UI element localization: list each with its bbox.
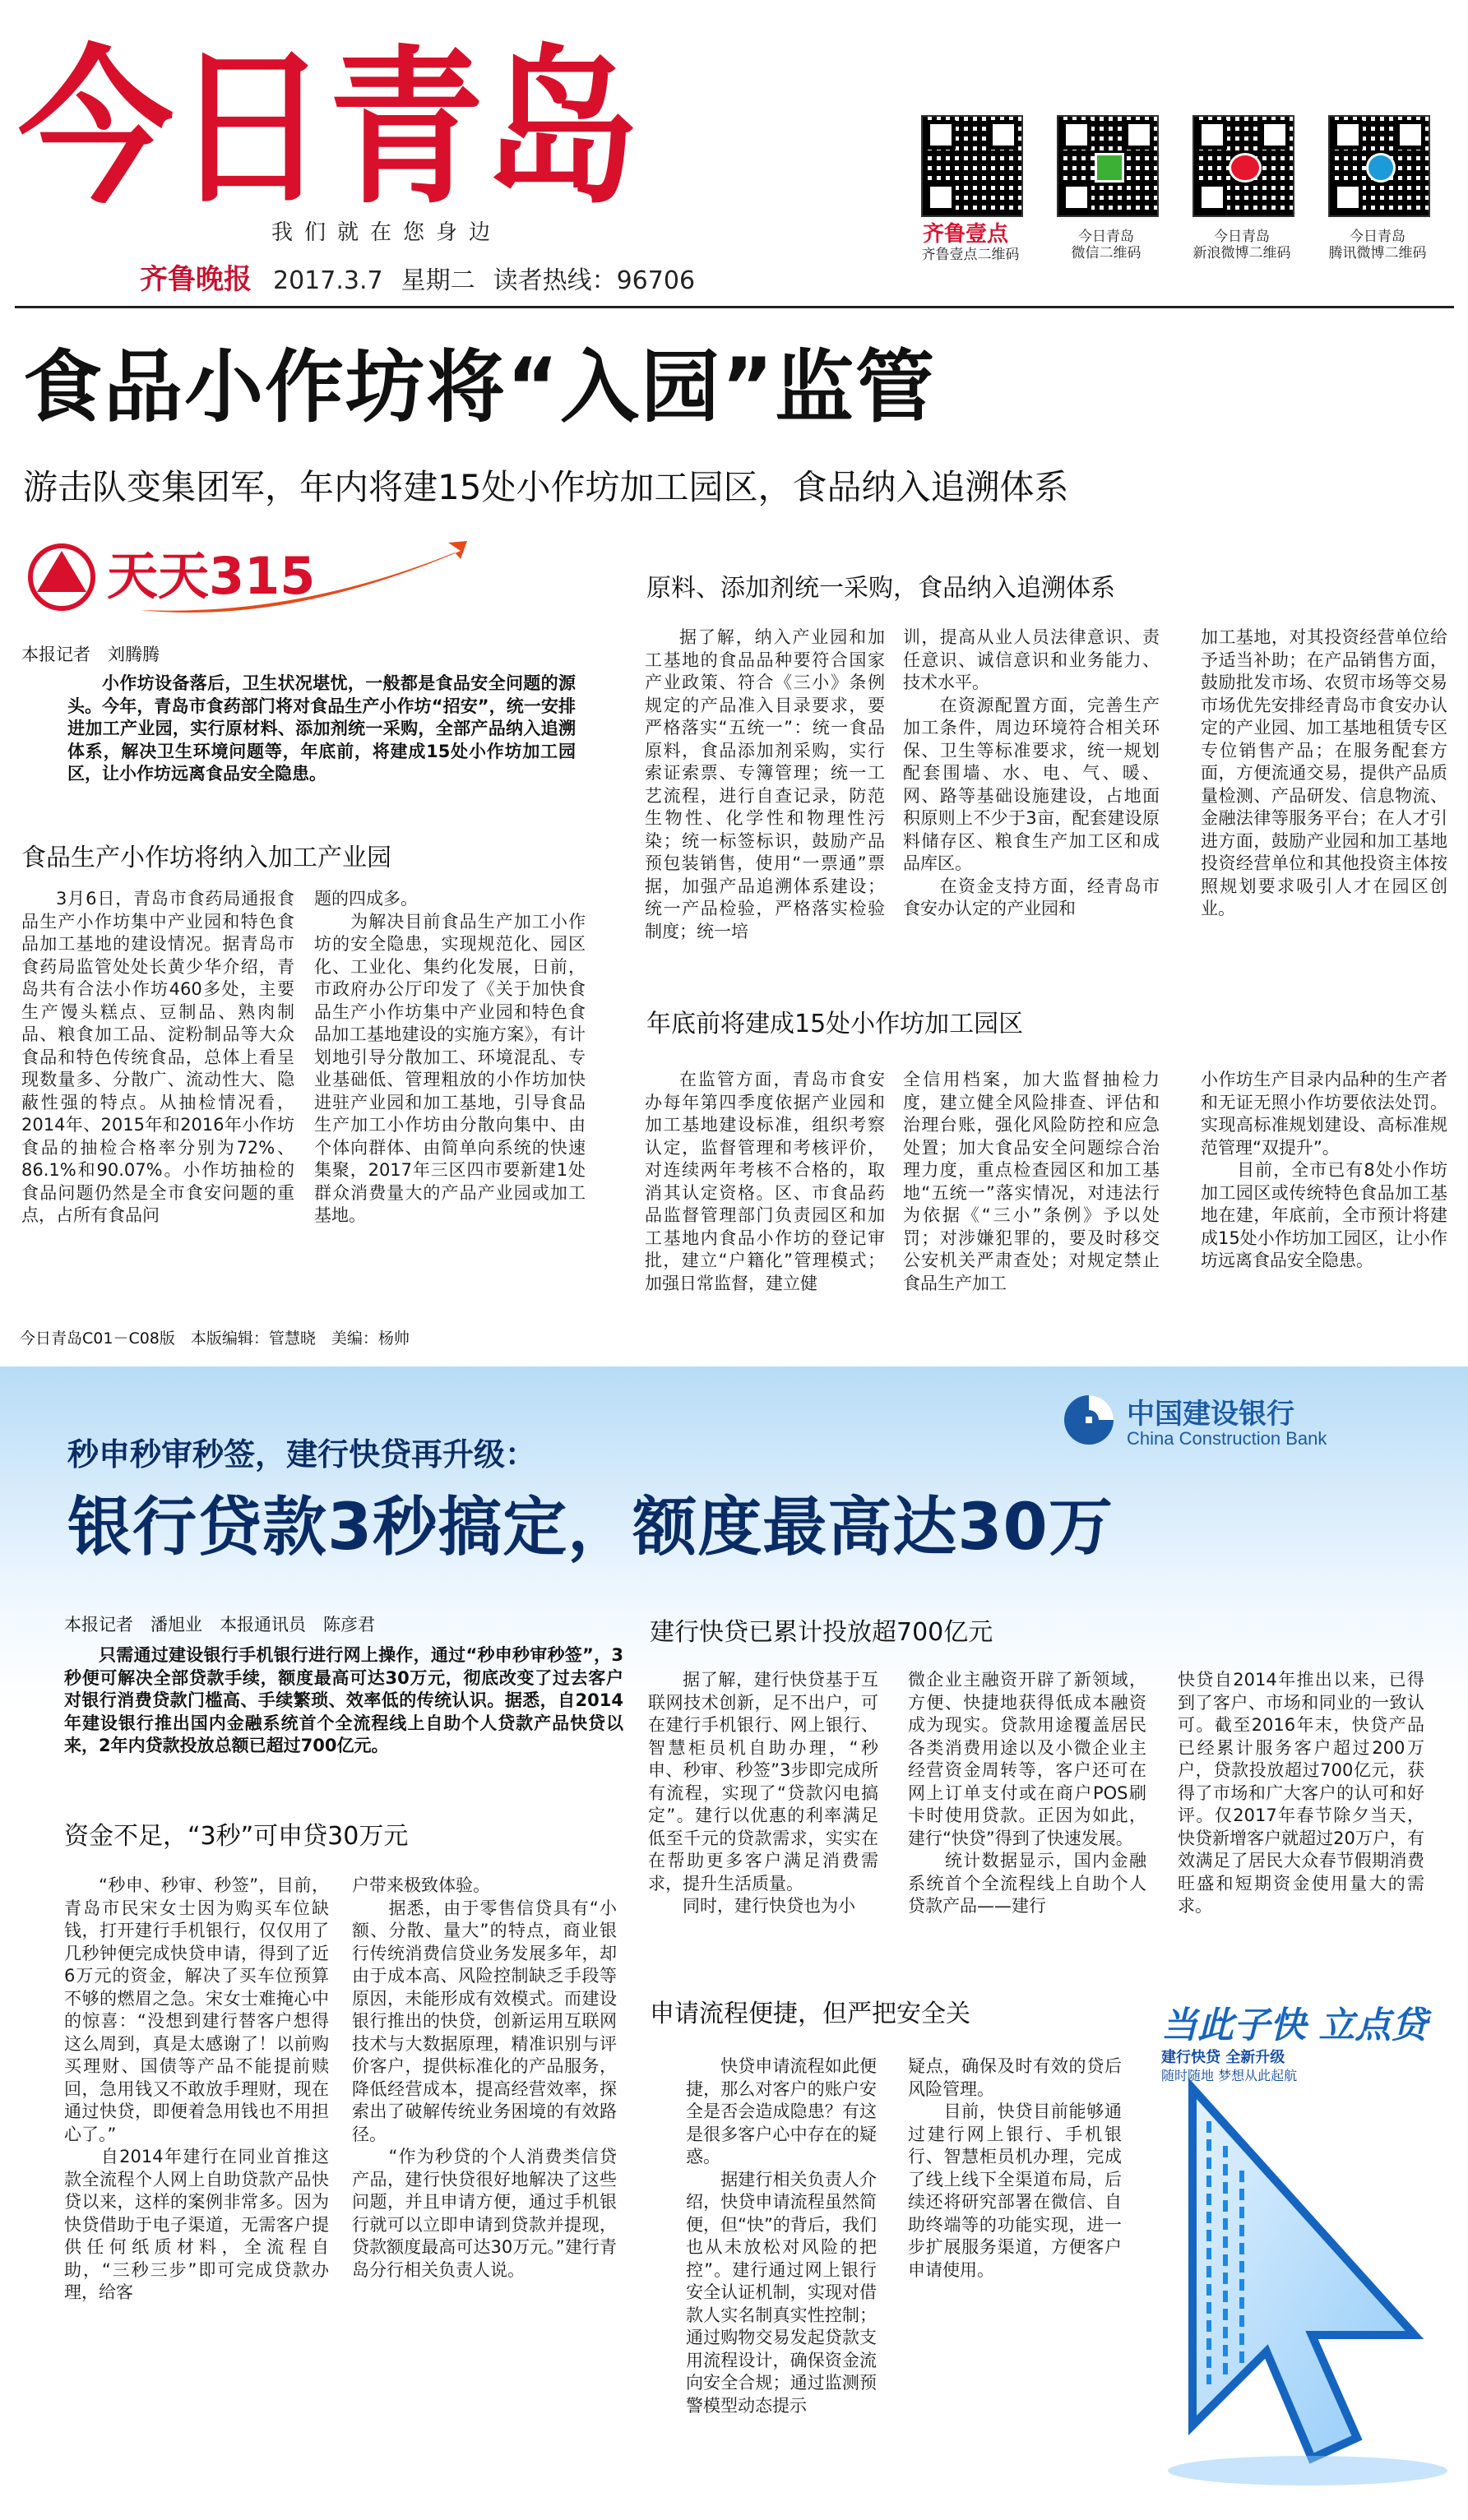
masthead-logo — [18, 18, 643, 224]
lead-section3-col2: 全信用档案，加大监督抽检力度，建立健全风险排查、评估和治理台账，强化风险防控和应急处置；加大食品安全问题综合治理力度，重点检查园区和加工基地“五统一”落实情况，对违法行为依据《“三小”条例》予以处罚；对涉嫌犯罪的，要及时移交公安机关严肃查处；对规定禁止食品生产加工 — [903, 1070, 1160, 1293]
ad-section1-col1: “秒申、秒审、秒签”，目前，青岛市民宋女士因为购买车位缺钱，打开建行手机银行，仅仅用了几秒钟便完成快贷申请，得到了近6万元的资金，解决了买车位预算不够的燃眉之急。宋女士难掩心中的惊喜：“没想到建行替客户想得这么周到，真是太感谢了！以前购买理财、国债等产品不能提前赎回，急用钱又不敢放手理财，现在通过快贷，即便着急用钱也不用担心了。” 自2014年建行在同业首推这款全流程个人网上自助贷款产品快贷以来，这样的案例非常多。因为快贷借助于电子渠道，无需客户提供任何纸质材料，全流程自助，“三秒三步”即可完成贷款办理，给客 — [64, 1875, 329, 2302]
qilu-logo: 齐鲁壹点 — [923, 222, 1009, 247]
lead-section2-col1: 据了解，纳入产业园和加工基地的食品品种要符合国家产业政策、符合《三小》条例规定的产品准入目录要求，要严格落实“五统一”：统一食品原料，食品添加剂采购，实行索证索票、专簿管理；统一工艺流程，进行自查记录，防范生物性、化学性和物理性污染；统一标签标识，鼓励产品预包装销售，使用“一票通”票据，加强产品追溯体系建设；统一产品检验，严格落实检验制度；统一培 — [645, 627, 885, 941]
ad-section2-title: 建行快贷已累计投放超700亿元 — [650, 1618, 993, 1647]
masthead-title: 今日青岛 — [18, 31, 639, 224]
ccb-logo — [1061, 1392, 1423, 1450]
kuaidai-promo-graphic — [1143, 1998, 1456, 2491]
banner-315-text: 天天315 — [107, 546, 316, 606]
ad-lead-paragraph: 只需通过建设银行手机银行进行网上操作，通过“秒申秒审秒签”，3秒便可解决全部贷款手续，额度最高可达30万元，彻底改变了过去客户对银行消费贷款门槛高、手续繁琐、效率低的传统认识。据悉，自2014年建设银行推出国内金融系统首个全流程线上自助个人贷款产品快贷以来，2年内贷款投放总额已超过700亿元。 — [64, 1645, 623, 1755]
promo-title: 当此子快 立点贷 — [1161, 2004, 1428, 2046]
ad-section2-col3: 快贷自2014年推出以来，已得到了客户、市场和同业的一致认可。截至2016年末，快贷产品已经累计服务客户超过200万户，贷款投放超过700亿元，获得了市场和广大客户的认可和好评。仅2017年春节除夕当天，快贷新增客户就超过20万户，有效满足了居民大众春节假期消费旺盛和短期资金使用量大的需求。 — [1178, 1670, 1424, 1916]
qr-label-wechat: 今日青岛 微信二维码 — [1071, 229, 1142, 261]
ccb-name-cn: 中国建设银行 — [1127, 1398, 1294, 1431]
lead-section2-col3: 加工基地，对其投资经营单位给予适当补助；在产品销售方面，鼓励批发市场、农贸市场等交易市场优先安排经青岛市食安办认定的产业园、加工基地租赁专区专位销售产品；在服务配套方面，方便流通交易，提供产品质量检测、产品研发、信息物流、金融法律等服务平台；在人才引进方面，鼓励产业园和加工基地投资经营单位和其他投资主体按照规划要求吸引人才在园区创业。 — [1201, 627, 1447, 918]
ad-headline: 银行贷款3秒搞定，额度最高达30万 — [67, 1491, 1114, 1565]
ad-section3-col2: 疑点，确保及时有效的贷后风险管理。 目前，快贷目前能够通过建行网上银行、手机银行、智慧柜员机办理，完成了线上线下全渠道布局，后续还将研究部署在微信、自助终端等的功能实现，进一步扩展服务渠道，方便客户申请使用。 — [908, 2056, 1122, 2280]
qr-code-tencent-weibo[interactable] — [1328, 115, 1430, 217]
lead-section3-title: 年底前将建成15处小作坊加工园区 — [646, 1010, 1024, 1038]
wechat-icon — [1095, 153, 1124, 183]
lead-section3-col1: 在监管方面，青岛市食安办每年第四季度依据产业园和加工基地建设标准，组织考察认定，监督管理和考核评价，对连续两年考核不合格的，取消其认定资格。区、市食品药品监督管理部门负责园区和加工基地内食品小作坊的登记审批，建立“户籍化”管理模式；加强日常监督，建立健 — [645, 1070, 885, 1293]
promo-line2: 随时随地 梦想从此起航 — [1161, 2068, 1298, 2083]
qr-label-qilu: 齐鲁壹点二维码 — [921, 247, 1020, 263]
lead-section1-title: 食品生产小作坊将纳入加工产业园 — [21, 844, 391, 872]
newspaper-name: 齐鲁晚报 — [140, 263, 252, 296]
lead-section2-col2: 训，提高从业人员法律意识、责任意识、诚信意识和业务能力、技术水平。 在资源配置方面，完善生产加工条件，周边环境符合相关环保、卫生等标准要求，统一规划配套围墙、水、电、气、暖、网、路等基础设施建设，占地面积原则上不少于3亩，配套建设原料储存区、粮食生产加工区和成品库区。 在资金支持方面，经青岛市食安办认定的产业园和 — [903, 627, 1160, 918]
ad-byline: 本报记者 潘旭业 本报通讯员 陈彦君 — [64, 1615, 375, 1635]
weibo-icon — [1229, 153, 1262, 183]
banner-315-graphic — [16, 534, 477, 625]
ad-kicker: 秒申秒审秒签，建行快贷再升级： — [67, 1436, 537, 1473]
lead-subheadline: 游击队变集团军，年内将建15处小作坊加工园区，食品纳入追溯体系 — [23, 467, 1069, 507]
masthead-title-graphic — [18, 18, 643, 224]
page-credit: 今日青岛C01－C08版 本版编辑：管慧晓 美编：杨帅 — [20, 1329, 410, 1348]
ad-section1-col2: 户带来极致体验。 据悉，由于零售信贷具有“小额、分散、量大”的特点，商业银行传统消费信贷业务发展多年，却由于成本高、风险控制缺乏手段等原因，未能形成有效模式。而建设银行推出的快贷，创新运用互联网技术与大数据原理，精准识别与评价客户，提供标准化的产品服务，降低经营成本，提高经营效率，探索出了破解传统业务困境的有效路径。 “作为秒贷的个人消费类信贷产品，建行快贷很好地解决了这些问题，并且申请方便，通过手机银行就可以立即申请到贷款并提现，贷款额度最高可达30万元。”建行青岛分行相关负责人说。 — [352, 1875, 617, 2280]
qr-code-row — [921, 115, 1456, 288]
qr-label-sina-weibo: 今日青岛 新浪微博二维码 — [1192, 229, 1291, 261]
promo-line1: 建行快贷 全新升级 — [1161, 2049, 1285, 2066]
lead-section1-col1: 3月6日，青岛市食药局通报食品生产小作坊集中产业园和特色食品加工基地的建设情况。据青岛市食药局监管处处长黄少华介绍，青岛共有合法小作坊460多处，主要生产馒头糕点、豆制品、熟肉制品、粮食加工品、淀粉制品等大众食品和特色传统食品，总体上看呈现数量多、分散广、流动性大、隐蔽性强的特点。从抽检情况看，2014年、2015年和2016年小作坊食品的抽检合格率分别为72%、86.1%和90.07%。小作坊抽检的食品问题仍然是全市食安问题的重点，占所有食品问 — [21, 889, 294, 1225]
qr-code-sina-weibo[interactable] — [1192, 115, 1294, 217]
lead-section1-col2: 题的四成多。 为解决目前食品生产加工小作坊的安全隐患，实现规范化、园区化、工业化、集约化发展，日前，市政府办公厅印发了《关于加快食品生产小作坊集中产业园和特色食品加工基地建设的实施方案》，有计划地引导分散加工、环境混乱、专业基础低、管理粗放的小作坊加快进驻产业园和加工基地，引导食品生产加工小作坊由分散向集中、由个体向群体、由简单向系统的快速集聚，2017年三区四市要新建1处群众消费量大的产品产业园或加工基地。 — [314, 889, 586, 1225]
lead-paragraph: 小作坊设备落后，卫生状况堪忧，一般都是食品安全问题的源头。今年，青岛市食药部门将对食品生产小作坊“招安”，统一安排进加工产业园，实行原材料、添加剂统一采购，全部产品纳入追溯体系，解决卫生环境问题等，年底前，将建成15处小作坊加工园区，让小作坊远离食品安全隐患。 — [67, 673, 576, 784]
qr-code-qilu[interactable] — [921, 115, 1023, 217]
promo-cursor-graphic — [1143, 1998, 1456, 2491]
qr-code-wechat[interactable] — [1057, 115, 1159, 217]
ccb-logo-graphic — [1061, 1392, 1423, 1450]
masthead-divider — [15, 306, 1454, 308]
issue-weekday: 星期二 — [401, 266, 475, 295]
lead-byline: 本报记者 刘腾腾 — [21, 645, 160, 664]
masthead-slogan: 我们就在您身边 — [271, 220, 502, 245]
lead-section3-col3: 小作坊生产目录内品种的生产者和无证无照小作坊要依法处罚。实现高标准规划建设、高标准规范管理“双提升”。 目前，全市已有8处小作坊加工园区或传统特色食品加工基地在建，年底前，全市预计将建成15处小作坊加工园区，让小作坊远离食品安全隐患。 — [1201, 1070, 1447, 1270]
issue-date: 2017.3.7 — [273, 266, 383, 295]
lead-section2-title: 原料、添加剂统一采购，食品纳入追溯体系 — [646, 574, 1115, 603]
dateline — [140, 257, 713, 297]
tencent-weibo-icon — [1366, 153, 1396, 183]
ad-section2-col2: 微企业主融资开辟了新领域，方便、快捷地获得低成本融资成为现实。贷款用途覆盖居民各类消费用途以及小微企业主经营资金周转等，客户还可在网上订单支付或在商户POS刷卡时使用贷款。正因为如此，建行“快贷”得到了快速发展。 统计数据显示，国内金融系统首个全流程线上自助个人贷款产品——建行 — [908, 1670, 1146, 1916]
column-banner-315 — [16, 534, 477, 625]
ad-section3-title: 申请流程便捷，但严把安全关 — [650, 2000, 970, 2028]
qr-label-tencent-weibo: 今日青岛 腾讯微博二维码 — [1328, 229, 1427, 261]
reader-hotline: 读者热线：96706 — [493, 266, 696, 295]
lead-headline: 食品小作坊将“入园”监管 — [23, 341, 937, 433]
ad-section3-col1: 快贷申请流程如此便捷，那么对客户的账户安全是否会造成隐患？有这是很多客户心中存在的疑惑。 据建行相关负责人介绍，快贷申请流程虽然简便，但“快”的背后，我们也从未放松对风险的把控”。建行通过网上银行安全认证机制，实现对借款人实名制真实性控制；通过购物交易发起贷款支用流程设计，确保资金流向安全合规；通过监测预警模型动态提示 — [686, 2056, 877, 2416]
ad-section2-col1: 据了解，建行快贷基于互联网技术创新，足不出户，可在建行手机银行、网上银行、智慧柜员机自助办理，“秒申、秒审、秒签”3步即完成所有流程，实现了“贷款闪电搞定”。建行以优惠的利率满足低至千元的贷款需求，实实在在帮助更多客户满足消费需求，提升生活质量。 同时，建行快贷也为小 — [648, 1670, 878, 1916]
ad-section1-title: 资金不足，“3秒”可申贷30万元 — [64, 1822, 409, 1851]
ccb-name-en: China Construction Bank — [1127, 1428, 1327, 1449]
